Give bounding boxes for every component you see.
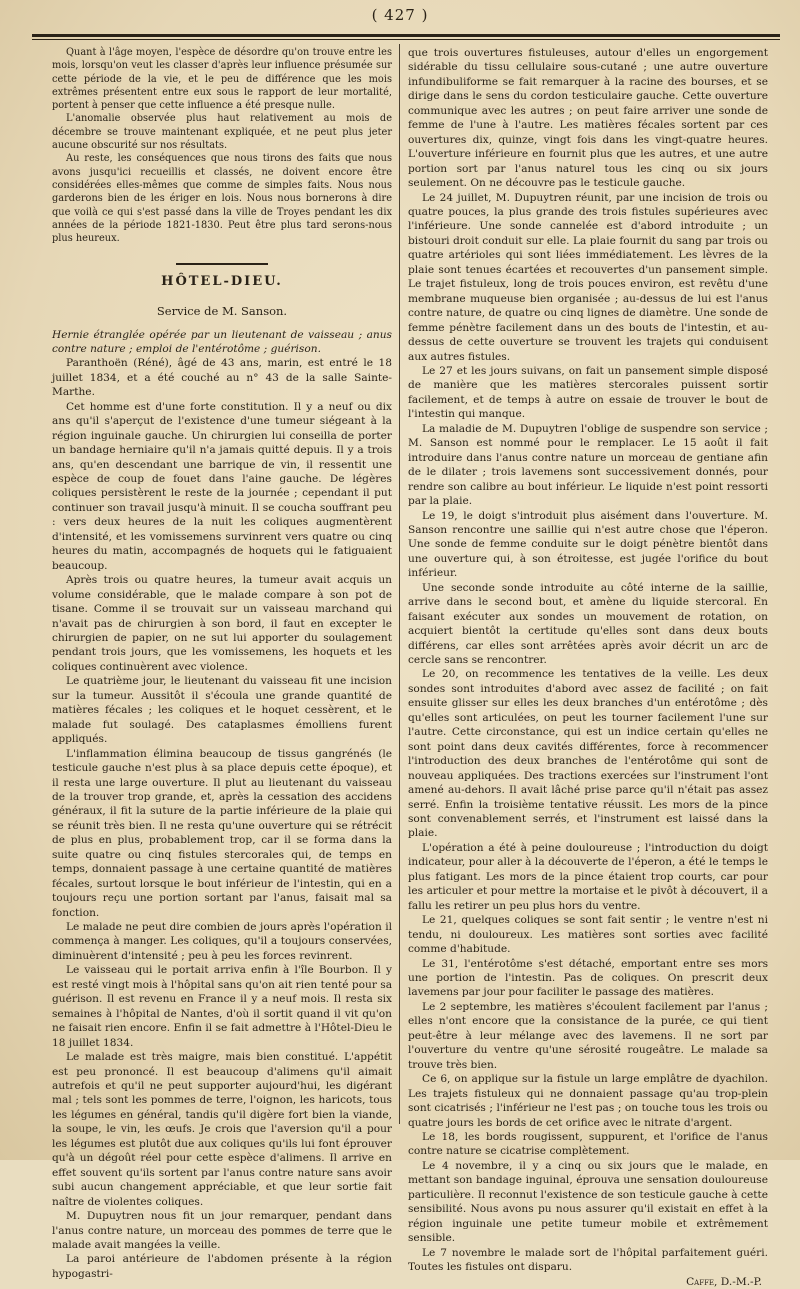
paragraph: Une seconde sonde introduite au côté interne de la saillie, arrive dans le second bout, et amène du liquide stercoral. En faisant exécuter aux sondes un mouvement de rotation, on acquiert bientôt la certitude qu'elles sont dans deux bouts différens, car elles sont arrêtées après avoir décrit un arc de cercle sans se rencontrer.	[408, 581, 768, 667]
intro-paragraph: L'anomalie observée plus haut relativement au mois de décembre se trouve maintenant expliquée, et ne peut plus jeter aucune obscurité sur nos résultats.	[52, 113, 392, 152]
section-rule	[176, 263, 268, 265]
paragraph: Le 18, les bords rougissent, suppurent, et l'orifice de l'anus contre nature se cicatrise complètement.	[408, 1130, 768, 1158]
column-divider	[399, 44, 400, 1124]
paragraph: Cet homme est d'une forte constitution. Il y a neuf ou dix ans qu'il s'aperçut de l'existence d'une tumeur siégeant à la région inguinale gauche. Un chirurgien lui conseilla de porter un bandage herniaire qu'il n'a jamais quitté depuis. Il y a trois ans, qu'en descendant une barrique de vin, il ressentit une espèce de coup de fouet dans l'aine gauche. De légères coliques persistèrent le reste de la journée ; cependant il put continuer son travail jusqu'à minuit. Il se coucha souffrant peu : vers deux heures de la nuit les coliques augmentèrent d'intensité, et les vomissemens survinrent vers quatre ou cinq heures du matin, accompagnés de hoquets qui le fatiguaient beaucoup.	[52, 400, 392, 572]
paragraph: Le 27 et les jours suivans, on fait un pansement simple disposé de manière que les matières stercorales puissent sortir facilement, et de temps à autre on essaie de trouver le bout de l'intestin qui manque.	[408, 364, 768, 421]
paragraph: Le quatrième jour, le lieutenant du vaisseau fit une incision sur la tumeur. Aussitôt il s'écoula une grande quantité de matières fécales ; les coliques et le hoquet cessèrent, et le malade fut soulagé. Des cataplasmes émolliens furent appliqués.	[52, 675, 392, 746]
paragraph: Le 19, le doigt s'introduit plus aisément dans l'ouverture. M. Sanson rencontre une saillie qui n'est autre chose que l'éperon. Une sonde de femme conduite sur le doigt pénètre bientôt dans une ouverture qui, à son étroitesse, est jugée l'orifice du bout inférieur.	[408, 509, 768, 580]
header-rule	[32, 34, 780, 40]
paragraph: Le 2 septembre, les matières s'écoulent facilement par l'anus ; elles n'ont encore que la consistance de la purée, ce qui tient peut-être à leur mélange avec des lavemens. Il ne sort par l'ouverture du ventre qu'une sérosité rougeâtre. Le malade sa trouve très bien.	[408, 1000, 768, 1071]
paragraph: Ce 6, on applique sur la fistule un large emplâtre de dyachilon. Les trajets fistuleux qui ne donnaient passage qu'au trop-plein sont cicatrisés ; l'inférieur ne l'est pas ; on touche tous les trois ou quatre jours les bords de cet orifice avec le nitrate d'argent.	[408, 1073, 768, 1129]
paragraph: Le 20, on recommence les tentatives de la veille. Les deux sondes sont introduites d'abord avec assez de facilité ; on fait ensuite glisser sur elles les deux branches d'un entérotôme ; dès qu'elles sont articulées, on peut les tourner facilement l'une sur l'autre. Cette circonstance, qui est un indice certain qu'elles ne sont point dans deux cavités différentes, force à recommencer l'introduction des deux branches de l'entérotôme qui sont de nouveau appliquées. Des tractions exercées sur l'instrument l'ont amené au-dehors. Il avait lâché prise parce qu'il n'était pas assez serré. Enfin la troisième tentative réussit. Les mors de la pince sont convenablement serrés, et l'instrument est laissé dans la plaie.	[408, 668, 768, 840]
paragraph: Après trois ou quatre heures, la tumeur avait acquis un volume considérable, que le malade compare à son pot de tisane. Comme il se trouvait sur un vaisseau marchand qui n'avait pas de chirurgien à son bord, il faut en excepter le chirurgien de papier, on ne sut lui apporter du soulagement pendant trois jours, que les vomissemens, les hoquets et les coliques continuèrent avec violence.	[52, 574, 392, 673]
intro-paragraph: Quant à l'âge moyen, l'espèce de désordre qu'on trouve entre les mois, lorsqu'on veut les classer d'après leur influence présumée sur cette période de la vie, et le peu de différence que les mois extrêmes présentent entre eux sous le rapport de leur mortalité, portent à penser que cette influence a été presque nulle.	[52, 47, 392, 112]
paragraph: Le malade est très maigre, mais bien constitué. L'appétit est peu prononcé. Il est beaucoup d'alimens qu'il aimait autrefois et qu'il ne peut supporter aujourd'hui, les digérant mal ; tels sont les pommes de terre, l'oignon, les haricots, tous les légumes en général, tandis qu'il digère fort bien la viande, la soupe, le vin, les œufs. Je crois que l'aversion qu'il a pour les légumes est plutôt due aux coliques qu'ils lui font éprouver qu'à un dégoût réel pour cette espèce d'alimens. Il arrive en effet souvent qu'ils sortent par l'anus contre nature sans avoir subi aucun changement appréciable, et que leur sortie fait naître de violentes coliques.	[52, 1051, 392, 1208]
paragraph: Le malade ne peut dire combien de jours après l'opération il commença à manger. Les coliques, qu'il a toujours conservées, diminuèrent d'intensité ; peu à peu les forces revinrent.	[52, 921, 392, 962]
paragraph: M. Dupuytren nous fit un jour remarquer, pendant dans l'anus contre nature, un morceau des pommes de terre que le malade avait mangées la veille.	[52, 1210, 392, 1251]
intro-paragraph: Au reste, les conséquences que nous tirons des faits que nous avons jusqu'ici recueillis et classés, ne doivent encore être considérées elles-mêmes que comme de simples faits. Nous nous garderons bien de les ériger en lois. Nous nous bornerons à dire que voilà ce qui s'est passé dans la ville de Troyes pendant les dix années de la période 1821-1830. Peut être plus tard serons-nous plus heureux.	[52, 153, 392, 245]
paragraph: Le vaisseau qui le portait arriva enfin à l'île Bourbon. Il y est resté vingt mois à l'hôpital sans qu'on ait rien tenté pour sa guérison. Il est revenu en France il y a neuf mois. Il resta six semaines à l'hôpital de Nantes, d'où il sortit quand il vit qu'on ne faisait rien encore. Enfin il se fait admettre à l'Hôtel-Dieu le 18 juillet 1834.	[52, 964, 393, 1049]
paragraph: L'inflammation élimina beaucoup de tissus gangrénés (le testicule gauche n'est plus à sa place depuis cette époque), et il resta une large ouverture. Il plut au lieutenant du vaisseau de la trouver trop grande, et, après la cessation des accidens généraux, il fit la suture de la partie inférieure de la plaie qui se réunit très bien. Il ne resta qu'une ouverture qui se rétrécit de plus en plus, probablement trop, car il se forma dans la suite quatre ou cinq fistules stercorales qui, de temps en temps, donnaient passage à une certaine quantité de matières fécales, surtout lorsque le bout inférieur de l'intestin, qui en a toujours reçu une portion sortant par l'anus, faisait mal sa fonction.	[52, 747, 392, 919]
case-title: Hernie étranglée opérée par un lieutenant de vaisseau ; anus contre nature ; emploi de l'entérotôme ; guérison.	[52, 329, 392, 356]
service-heading: Service de M. Sanson.	[156, 303, 288, 318]
page-number: ( 427 )	[371, 6, 429, 24]
paragraph: que trois ouvertures fistuleuses, autour d'elles un engorgement sidérable du tissu cellulaire sous-cutané ; une autre ouverture infundibuliforme se fait remarquer à la racine des bourses, et se dirige dans le sens du cordon testiculaire gauche. Cette ouverture communique avec les autres ; on peut faire arriver une sonde de femme de l'une à l'autre. Les matières fécales sortent par ces ouvertures dix, quinze, vingt fois dans les vingt-quatre heures. L'ouverture inférieure en fournit plus que les autres, et une autre portion sort par l'anus naturel tous les cinq ou six jours seulement. On ne découvre pas le testicule gauche.	[408, 47, 768, 190]
paragraph: Paranthoën (Réné), âgé de 43 ans, marin, est entré le 18 juillet 1834, et a été couché au n° 43 de la salle Sainte-Marthe.	[52, 357, 392, 399]
paragraph: La maladie de M. Dupuytren l'oblige de suspendre son service ; M. Sanson est nommé pour le remplacer. Le 15 août il fait introduire dans l'anus contre nature un morceau de gentiane afin de le dilater ; trois lavemens sont successivement donnés, pour rendre son calibre au bout inférieur. Le liquide n'est point ressorti par la plaie.	[408, 422, 768, 508]
right-column	[408, 46, 768, 1288]
left-column	[52, 46, 393, 1280]
section-title: HÔTEL-DIEU.	[161, 274, 283, 290]
paragraph: Le 7 novembre le malade sort de l'hôpital parfaitement guéri. Toutes les fistules ont disparu.	[408, 1246, 768, 1274]
paragraph: Le 31, l'entérotôme s'est détaché, emportant entre ses mors une portion de l'intestin. Pas de coliques. On prescrit deux lavemens par jour pour faciliter le passage des matières.	[408, 957, 768, 999]
paragraph: Le 4 novembre, il y a cinq ou six jours que le malade, en mettant son bandage inguinal, éprouva une sensation douloureuse particulière. Il reconnut l'existence de son testicule gauche à cette sensibilité. Nous avons pu nous assurer qu'il existait en effet à la région inguinale une petite tumeur mobile et extrêmement sensible.	[408, 1159, 768, 1245]
paragraph: Le 24 juillet, M. Dupuytren réunit, par une incision de trois ou quatre pouces, la plus grande des trois fistules supérieures avec l'inférieure. Une sonde cannelée est d'abord introduite ; un bistouri droit conduit sur elle. La plaie fournit du sang par trois ou quatre artérioles qui sont liées immédiatement. Les lèvres de la plaie sont tenues écartées et recouvertes d'un pansement simple. Le trajet fistuleux, long de trois pouces environ, est revêtu d'une membrane muqueuse bien organisée ; au-dessus de lui est l'anus contre nature, de quatre ou cinq lignes de diamètre. Une sonde de femme pénètre facilement dans un des bouts de l'intestin, et au-dessus de cette ouverture se trouvent les trajets qui conduisent aux autres fistules.	[408, 191, 768, 363]
paragraph: Le 21, quelques coliques se sont fait sentir ; le ventre n'est ni tendu, ni douloureux. Les matières sont sorties avec facilité comme d'habitude.	[408, 914, 768, 956]
paragraph: La paroi antérieure de l'abdomen présente à la région hypogastri-	[52, 1253, 392, 1280]
signature: Caffe, D.-M.-P.	[686, 1275, 762, 1288]
paragraph: L'opération a été à peine douloureuse ; l'introduction du doigt indicateur, pour aller à la découverte de l'éperon, a été le temps le plus fatigant. Les mors de la pince étaient trop courts, car pour les articuler et pour mettre la mortaise et le pivôt à découvert, il a fallu les retirer un peu plus hors du ventre.	[408, 841, 768, 912]
